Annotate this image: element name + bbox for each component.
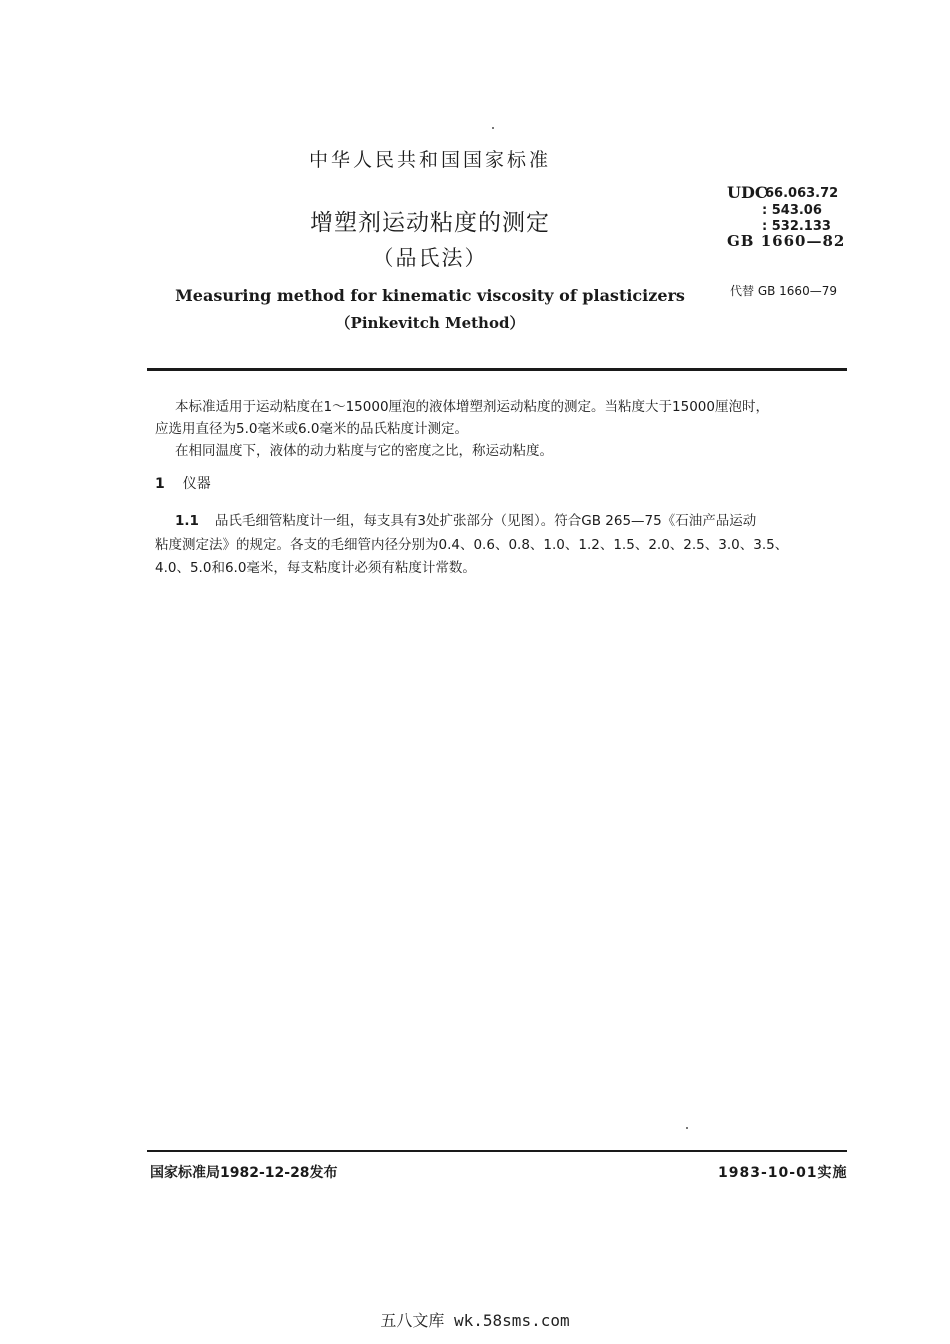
clause-1-1-number: 1.1 <box>175 513 199 529</box>
national-standard-heading: 中华人民共和国国家标准 <box>308 149 551 171</box>
issued-date: 国家标准局1982-12-28发布 <box>150 1165 338 1181</box>
scan-speck <box>686 1127 688 1129</box>
document-subtitle-en: （Pinkevitch Method） <box>335 314 525 332</box>
gb-code: GB 1660—82 <box>727 232 846 250</box>
udc-label: UDC <box>727 183 768 202</box>
document-title-en: Measuring method for kinematic viscosity of plasticizers <box>175 286 685 305</box>
section-1-title: 仪器 <box>182 476 211 492</box>
scan-speck <box>492 127 494 129</box>
paragraph-scope-line-2: 应选用直径为5.0毫米或6.0毫米的品氏粘度计测定。 <box>155 421 468 437</box>
effective-date: 1983-10-01实施 <box>718 1165 848 1181</box>
udc-code-2: : 543.06 <box>762 203 822 218</box>
udc-code-1: 66.063.72 <box>765 186 839 201</box>
paragraph-scope-line-1: 本标准适用于运动粘度在1～15000厘泡的液体增塑剂运动粘度的测定。当粘度大于15000厘泡时， <box>175 399 769 415</box>
clause-1-1-line-3: 4.0、5.0和6.0毫米，每支粘度计必须有粘度计常数。 <box>155 560 476 576</box>
document-subtitle-cn: （品氏法） <box>372 246 488 270</box>
clause-1-1-line-2: 粘度测定法》的规定。各支的毛细管内径分别为0.4、0.6、0.8、1.0、1.2、1.5、2.0、2.5、3.0、3.5、 <box>155 537 789 553</box>
paragraph-definition: 在相同温度下，液体的动力粘度与它的密度之比，称运动粘度。 <box>175 443 553 459</box>
udc-code-3: : 532.133 <box>762 219 831 234</box>
section-1-number: 1 <box>155 476 165 492</box>
section-1-heading <box>155 473 211 493</box>
document-title-cn: 增塑剂运动粘度的测定 <box>310 210 550 236</box>
site-watermark: 五八文库 wk.58sms.com <box>380 1311 570 1330</box>
footer-divider <box>147 1150 847 1152</box>
header-divider <box>147 368 847 371</box>
clause-1-1-text-1: 品氏毛细管粘度计一组，每支具有3处扩张部分（见图）。符合GB 265—75《石油产品运动 <box>214 513 757 529</box>
clause-1-1-line-1 <box>175 509 756 529</box>
replaces-note: 代替 GB 1660—79 <box>730 284 837 298</box>
